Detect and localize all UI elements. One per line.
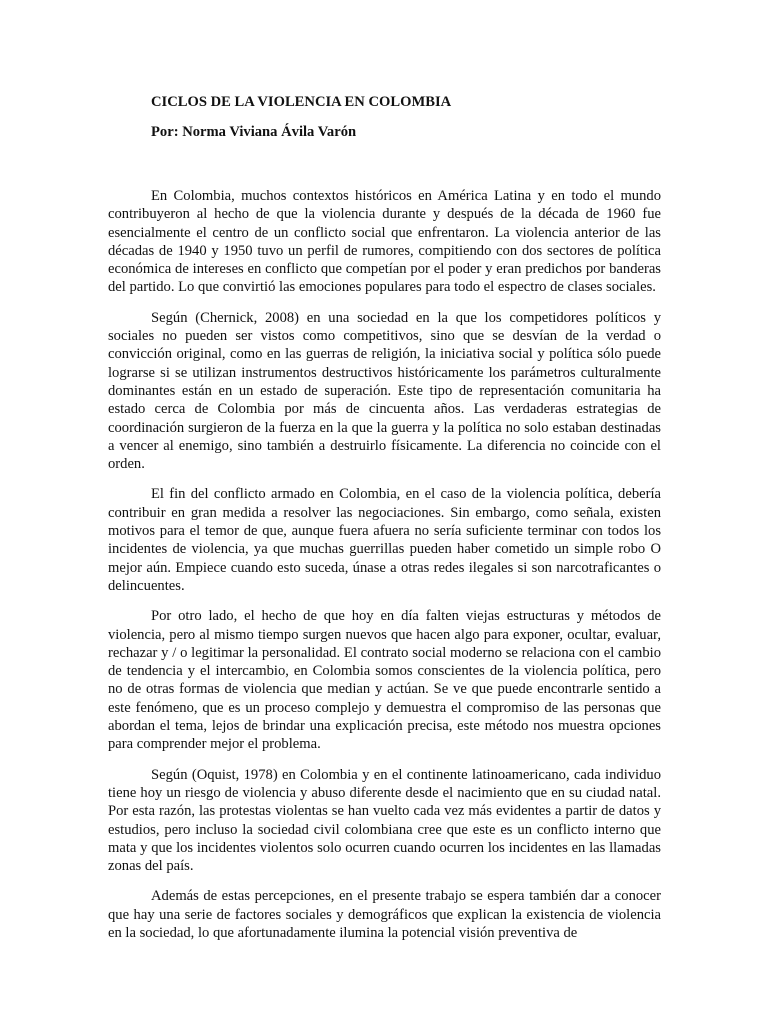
paragraph-3: El fin del conflicto armado en Colombia, en el caso de la violencia política, debería contribuir en gran medida a resolver las negociaciones. Sin embargo, como señala, existen motivos para el temor de que, aunque fuera afuera no sería suficiente terminar con todos los incidentes de violencia, ya que muchas guerrillas pueden haber cometido un simple robo O mejor aún. Empiece cuando esto suceda, únase a otras redes ilegales si son narcotraficantes o delincuentes. [108, 486, 661, 594]
document-title: CICLOS DE LA VIOLENCIA EN COLOMBIA [151, 94, 452, 110]
paragraph-1: En Colombia, muchos contextos históricos en América Latina y en todo el mundo contribuyeron al hecho de que la violencia durante y después de la década de 1960 fue esencialmente el centro de un conflicto social que enfrentaron. La violencia anterior de las décadas de 1940 y 1950 tuvo un perfil de rumores, compitiendo con dos sectores de política económica de intereses en conflicto que competían por el poder y eran predichos por banderas del partido. Lo que convirtió las emociones populares para todo el espectro de clases sociales. [108, 188, 661, 296]
document-body [108, 187, 661, 942]
paragraph-4: Por otro lado, el hecho de que hoy en día falten viejas estructuras y métodos de violencia, pero al mismo tiempo surgen nuevos que hacen algo para exponer, ocultar, evaluar, rechazar y / o legitimar la personalidad. El contrato social moderno se relaciona con el cambio de tendencia y el intercambio, en Colombia somos conscientes de la violencia política, pero no de otras formas de violencia que median y actúan. Se ve que puede encontrarle sentido a este fenómeno, que es un proceso complejo y demuestra el compromiso de las personas que abordan el tema, lejos de brindar una explicación precisa, este método nos muestra opciones para comprender mejor el problema. [108, 608, 661, 753]
document-page [108, 92, 661, 942]
paragraph-2: Según (Chernick, 2008) en una sociedad en la que los competidores políticos y sociales no pueden ser vistos como competitivos, sino que se desvían de la verdad o convicción original, como en las guerras de religión, la iniciativa social y política sólo puede lograrse si se utilizan instrumentos destructivos históricamente los parámetros culturalmente dominantes están en un estado de superación. Este tipo de representación comunitaria ha estado cerca de Colombia por más de cincuenta años. Las verdaderas estrategias de coordinación surgieron de la fuerza en la que la guerra y la política no solo estaban destinadas a vencer al enemigo, sino también a destruirlo físicamente. La diferencia no coincide con el orden. [108, 309, 661, 473]
paragraph-5: Según (Oquist, 1978) en Colombia y en el continente latinoamericano, cada individuo tiene hoy un riesgo de violencia y abuso diferente desde el nacimiento que en su ciudad natal. Por esta razón, las protestas violentas se han vuelto cada vez más evidentes a partir de datos y estudios, pero incluso la sociedad civil colombiana cree que este es un conflicto interno que mata y que los incidentes violentos solo ocurren cuando ocurren los incidentes en las llamadas zonas del país. [108, 766, 661, 875]
paragraph-6: Además de estas percepciones, en el presente trabajo se espera también dar a conocer que hay una serie de factores sociales y demográficos que explican la existencia de violencia en la sociedad, lo que afortunadamente ilumina la potencial visión preventiva de [108, 888, 661, 941]
document-author: Por: Norma Viviana Ávila Varón [151, 124, 357, 140]
title-spacer [108, 142, 661, 187]
